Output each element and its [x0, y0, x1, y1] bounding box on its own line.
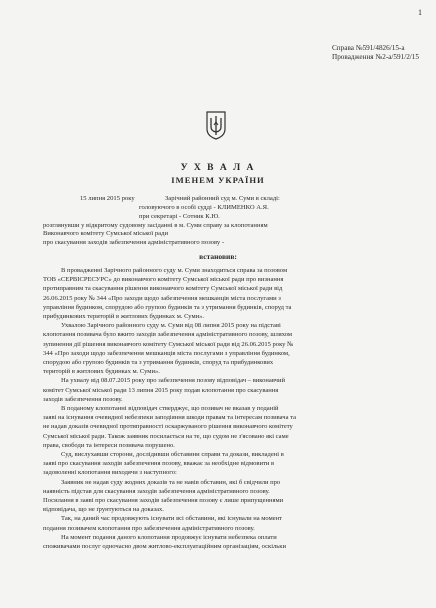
body-line: прибудинкових територій в житлових будинках м. Суми». — [43, 313, 205, 321]
body-line: На ухвалу від 08.07.2015 року про забезпечення позову відповідач – виконавчий — [61, 377, 285, 385]
body-line: права, свободи та інтереси позивача порушено. — [43, 441, 175, 449]
body-line: спорудою або групою будинків та з утримання будинків, споруд та прибудинкових — [43, 359, 274, 367]
body-line: комітет Сумської міської ради 13 липня 2015 року подав клопотання про скасування — [43, 386, 279, 394]
body-line: заяві про скасування заходів забезпечення позову, вважає за необхідне відмовити в — [43, 460, 275, 468]
body-line: зупинення дії рішення виконавчого комітету Сумської міської ради від 26.06.2015 року № — [43, 340, 294, 348]
body-line: Сумської міської ради. Також заявник посилається на те, що судом не з'ясовано які саме — [43, 432, 289, 440]
body-line: наявність підстав для скасування заходів забезпечення адміністративного позову. — [43, 487, 270, 495]
body-line: відповідача, що не ґрунтуються на доказах. — [43, 506, 164, 514]
body-line: подання позивачем клопотання про забезпечення адміністративного позову. — [43, 524, 255, 532]
trident-coat-of-arms-icon — [205, 110, 227, 140]
hearing-text-2: Виконавчого комітету Сумської міської ради — [43, 230, 168, 237]
document-title: У Х В А Л А — [180, 163, 256, 173]
body-line: Посилання в заяві про скасування заходів забезпечення позову є лише припущеннями — [43, 497, 284, 505]
body-line: В провадженні Зарічного районного суду м. Суми знаходиться справа за позовом — [61, 267, 288, 274]
document-subtitle: ІМЕНЕМ УКРАЇНИ — [171, 175, 265, 185]
case-reference — [332, 44, 419, 62]
body-line: Так, на даний час продовжують існувати всі обставини, які існували на момент — [61, 515, 282, 523]
body-line: протиправним та скасування рішення виконавчого комітету Сумської міської ради від — [43, 285, 283, 293]
body-line: 26.06.2015 року № 344 «Про заходи щодо забезпечення мешканців міста послугами з — [43, 294, 281, 302]
established-heading: встановив: — [199, 252, 237, 261]
court-secretary: при секретарі - Сотник К.Ю. — [139, 213, 220, 220]
body-line: заходів забезпечення позову. — [43, 395, 123, 403]
body-line: ТОВ «СЕРВІСРЕСУРС» до виконавчого комітету Сумської міської ради про визнання — [43, 276, 284, 284]
body-line: управління будинком, спорудою або групою будинків та з утримання будинків, споруд та — [43, 303, 292, 311]
body-line: На момент подання даного клопотання продовжує існувати небезпека оплати — [61, 533, 277, 541]
court-name: Зарічний районний суд м. Суми в складі: — [165, 195, 280, 202]
body-line: споживачами послуг одночасно двом житлово-експлуатаційним організаціям, оскільки — [43, 543, 286, 551]
ruling-body — [43, 266, 415, 551]
presiding-judge: головуючого в особі судді - КЛИМЕНКО А.Я. — [139, 204, 269, 211]
case-number: Справа №591/4826/15-а — [332, 44, 405, 52]
body-line: Ухвалою Зарічного районного суду м. Суми від 08 липня 2015 року на підставі — [61, 322, 281, 330]
body-line: задоволенні клопотання виходячи з наступного: — [43, 469, 177, 477]
body-line: В поданому клопотанні відповідач стверджує, що позивач не вказав у поданій — [61, 405, 279, 413]
hearing-text-3: про скасування заходів забезпечення адміністративного позову - — [43, 239, 225, 246]
body-line: клопотання позивача було вжито заходів забезпечення адміністративного позову, шляхом — [43, 331, 293, 339]
page-number: 1 — [418, 8, 422, 17]
body-line: заяві на існування очевидної небезпеки заподіяння шкоди правам та інтересам позивача та — [43, 414, 296, 422]
body-line: Заявник не надав суду жодних доказів та не навів обставин, які б свідчили про — [61, 478, 281, 486]
body-line: територій в житлових будинках м. Суми». — [43, 368, 160, 376]
body-line: Суд, вислухавши сторони, дослідивши обставини справи та докази, викладені в — [61, 451, 284, 459]
proceeding-number: Провадження №2-а/591/2/15 — [332, 53, 419, 61]
ruling-date: 15 липня 2015 року — [80, 195, 135, 202]
hearing-text-1: розглянувши у відкритому судовому засіданні в м. Суми справу за клопотанням — [43, 222, 268, 229]
body-line: не надав доказів очевидної протиправності оскаржуваного рішення виконавчого комітету — [43, 423, 293, 431]
body-line: 344 «Про заходи щодо забезпечення мешканців міста послугами з управління будинком, — [43, 349, 290, 357]
